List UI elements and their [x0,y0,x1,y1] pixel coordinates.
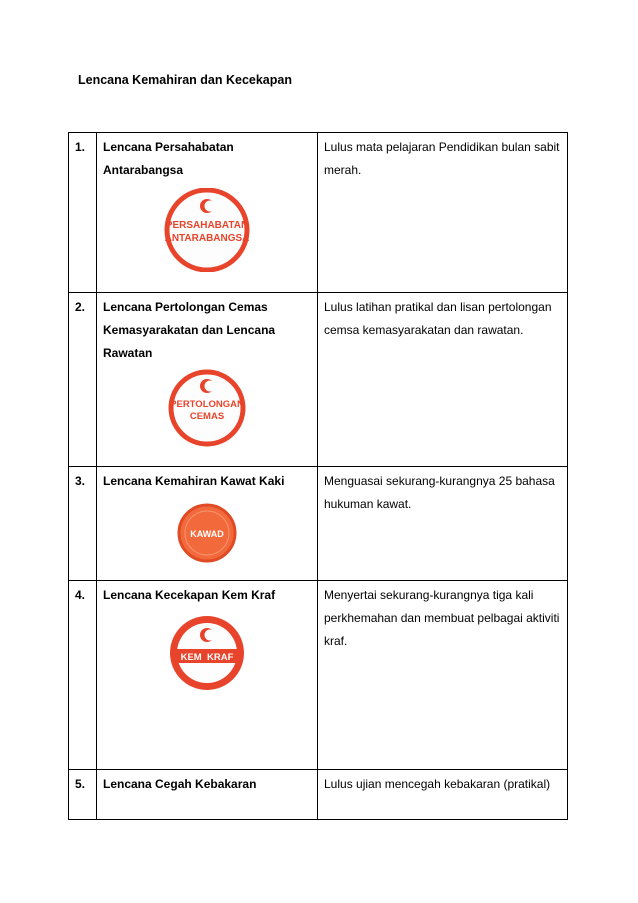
description-cell: Menguasai sekurang-kurangnya 25 bahasa hukuman kawat. [318,467,568,581]
table-row [69,467,568,581]
badge-kawad [175,503,239,563]
description-cell: Lulus mata pelajaran Pendidikan bulan sabit merah. [318,133,568,293]
badge-pertolongan-cemas [167,369,247,447]
badge-name: Lencana Kecekapan Kem Kraf [103,588,276,602]
description-cell: Menyertai sekurang-kurangnya tiga kali perkhemahan dan membuat pelbagai aktiviti kraf. [318,581,568,770]
badge-name-cell [97,133,318,293]
badge-text-line: KAWAD [190,529,224,539]
badge-name: Lencana Pertolongan Cemas Kemasyarakatan dan Lencana Rawatan [103,300,276,360]
badge-name-cell [97,467,318,581]
description-cell: Lulus latihan pratikal dan lisan pertolongan cemsa kemasyarakatan dan rawatan. [318,293,568,467]
document-title: Lencana Kemahiran dan Kecekapan [78,73,292,87]
badge-kem-kraf [167,613,247,693]
badge-name-cell [97,770,318,820]
row-number: 1. [69,133,97,293]
table-row [69,770,568,820]
row-number: 5. [69,770,97,820]
badge-text-line: KEM KRAF [180,652,234,663]
badge-text-line: PERSAHABATAN [165,220,249,231]
badge-name: Lencana Persahabatan Antarabangsa [103,140,234,177]
description-cell: Lulus ujian mencegah kebakaran (pratikal) [318,770,568,820]
badge-table [68,132,568,820]
badge-name-cell [97,293,318,467]
badge-name: Lencana Cegah Kebakaran [103,777,257,791]
row-number: 2. [69,293,97,467]
table-row [69,581,568,770]
badge-persahabatan-antarabangsa [162,188,252,272]
table-row [69,133,568,293]
badge-text-line: CEMAS [189,411,225,422]
badge-text-line: ANTARABANGSA [164,233,250,244]
row-number: 3. [69,467,97,581]
row-number: 4. [69,581,97,770]
table-row [69,293,568,467]
badge-name-cell [97,581,318,770]
badge-name: Lencana Kemahiran Kawat Kaki [103,474,285,488]
badge-text-line: PERTOLONGAN [170,399,244,410]
